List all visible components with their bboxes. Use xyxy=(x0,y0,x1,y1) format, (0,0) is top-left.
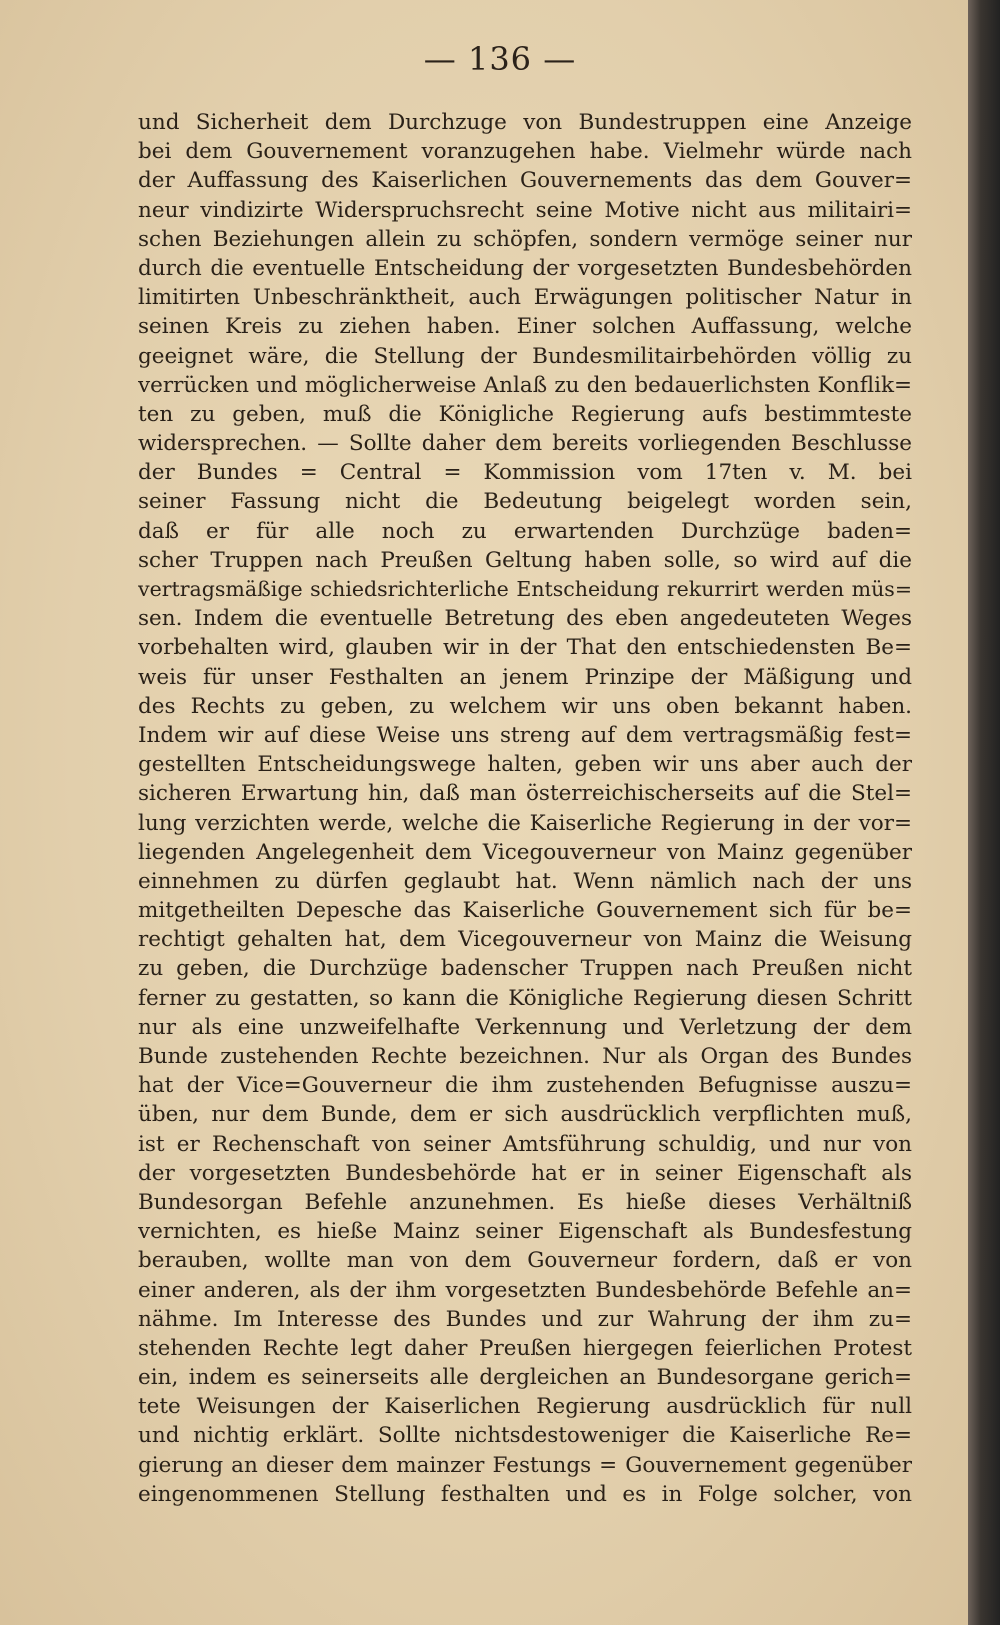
page-number: — 136 — xyxy=(423,40,577,78)
text-line: neur vindizirte Widerspruchsrecht seine Motive nicht aus militairi= xyxy=(138,197,912,223)
text-line: bei dem Gouvernement voranzugehen habe. Vielmehr würde nach xyxy=(138,139,912,165)
text-line: der Bundes = Central = Kommission vom 17ten v. M. bei xyxy=(138,460,912,486)
text-line: mitgetheilten Depesche das Kaiserliche Gouvernement sich für be= xyxy=(138,898,912,924)
text-line: seiner Fassung nicht die Bedeutung beigelegt worden sein, xyxy=(138,489,912,515)
text-line: limitirten Unbeschränktheit, auch Erwägungen politischer Natur in xyxy=(138,285,912,311)
text-line: nur als eine unzweifelhafte Verkennung und Verletzung der dem xyxy=(138,1014,912,1040)
text-line: weis für unser Festhalten an jenem Prinzipe der Mäßigung und xyxy=(138,664,912,690)
text-line: vertragsmäßige schiedsrichterliche Entscheidung rekurrirt werden müs= xyxy=(138,577,912,601)
text-line: ist er Rechenschaft von seiner Amtsführung schuldig, und nur von xyxy=(138,1131,912,1157)
body-text xyxy=(138,108,912,1509)
text-line: seinen Kreis zu ziehen haben. Einer solchen Auffassung, welche xyxy=(138,314,912,340)
text-line: stehenden Rechte legt daher Preußen hiergegen feierlichen Protest xyxy=(138,1335,912,1361)
text-line: der Auffassung des Kaiserlichen Gouvernements das dem Gouver= xyxy=(138,168,912,194)
text-line: vorbehalten wird, glauben wir in der That den entschiedensten Be= xyxy=(138,635,912,661)
text-line: einnehmen zu dürfen geglaubt hat. Wenn nämlich nach der uns xyxy=(138,868,912,894)
text-line: Indem wir auf diese Weise uns streng auf dem vertragsmäßig fest= xyxy=(138,722,912,748)
text-line: berauben, wollte man von dem Gouverneur fordern, daß er von xyxy=(138,1248,912,1274)
text-line: gestellten Entscheidungswege halten, geben wir uns aber auch der xyxy=(138,752,912,778)
text-line: üben, nur dem Bunde, dem er sich ausdrücklich verpflichten muß, xyxy=(138,1102,912,1128)
text-line: und nichtig erklärt. Sollte nichtsdestoweniger die Kaiserliche Re= xyxy=(138,1423,912,1449)
text-line: nähme. Im Interesse des Bundes und zur Wahrung der ihm zu= xyxy=(138,1306,912,1332)
text-line: sen. Indem die eventuelle Betretung des eben angedeuteten Weges xyxy=(138,606,912,632)
text-line: sicheren Erwartung hin, daß man österreichischerseits auf die Stel= xyxy=(138,781,912,807)
text-line: gierung an dieser dem mainzer Festungs = Gouvernement gegenüber xyxy=(138,1452,912,1478)
text-line: zu geben, die Durchzüge badenscher Truppen nach Preußen nicht xyxy=(138,956,912,982)
text-line: geeignet wäre, die Stellung der Bundesmilitairbehörden völlig zu xyxy=(138,343,912,369)
text-line: einer anderen, als der ihm vorgesetzten Bundesbehörde Befehle an= xyxy=(138,1277,912,1303)
text-line: ten zu geben, muß die Königliche Regierung aufs bestimmteste xyxy=(138,401,912,427)
text-line: der vorgesetzten Bundesbehörde hat er in seiner Eigenschaft als xyxy=(138,1160,912,1186)
text-line: ein, indem es seinerseits alle dergleichen an Bundesorgane gerich= xyxy=(138,1365,912,1391)
text-line: vernichten, es hieße Mainz seiner Eigenschaft als Bundesfestung xyxy=(138,1219,912,1245)
text-line: des Rechts zu geben, zu welchem wir uns oben bekannt haben. xyxy=(138,693,912,719)
text-line: ferner zu gestatten, so kann die Königliche Regierung diesen Schritt xyxy=(138,985,912,1011)
text-line: eingenommenen Stellung festhalten und es in Folge solcher, von xyxy=(138,1481,912,1507)
text-line: Bunde zustehenden Rechte bezeichnen. Nur als Organ des Bundes xyxy=(138,1044,912,1069)
text-line: durch die eventuelle Entscheidung der vorgesetzten Bundesbehörden xyxy=(138,255,912,281)
text-line: Bundesorgan Befehle anzunehmen. Es hieße dieses Verhältniß xyxy=(138,1189,912,1215)
text-line: und Sicherheit dem Durchzuge von Bundestruppen eine Anzeige xyxy=(138,110,912,135)
text-line: scher Truppen nach Preußen Geltung haben solle, so wird auf die xyxy=(138,547,912,573)
text-line: lung verzichten werde, welche die Kaiserliche Regierung in der vor= xyxy=(138,810,912,836)
text-line: schen Beziehungen allein zu schöpfen, sondern vermöge seiner nur xyxy=(138,226,912,252)
text-line: widersprechen. — Sollte daher dem bereits vorliegenden Beschlusse xyxy=(138,431,912,457)
text-line: liegenden Angelegenheit dem Vicegouverneur von Mainz gegenüber xyxy=(138,839,912,865)
page-edge-shadow xyxy=(968,0,1000,1625)
text-line: hat der Vice=Gouverneur die ihm zustehenden Befugnisse auszu= xyxy=(138,1073,912,1099)
text-line: verrücken und möglicherweise Anlaß zu den bedauerlichsten Konflik= xyxy=(138,372,912,398)
text-line: rechtigt gehalten hat, dem Vicegouverneur von Mainz die Weisung xyxy=(138,927,912,953)
text-line: tete Weisungen der Kaiserlichen Regierung ausdrücklich für null xyxy=(138,1394,912,1420)
text-line: daß er für alle noch zu erwartenden Durchzüge baden= xyxy=(138,518,912,544)
